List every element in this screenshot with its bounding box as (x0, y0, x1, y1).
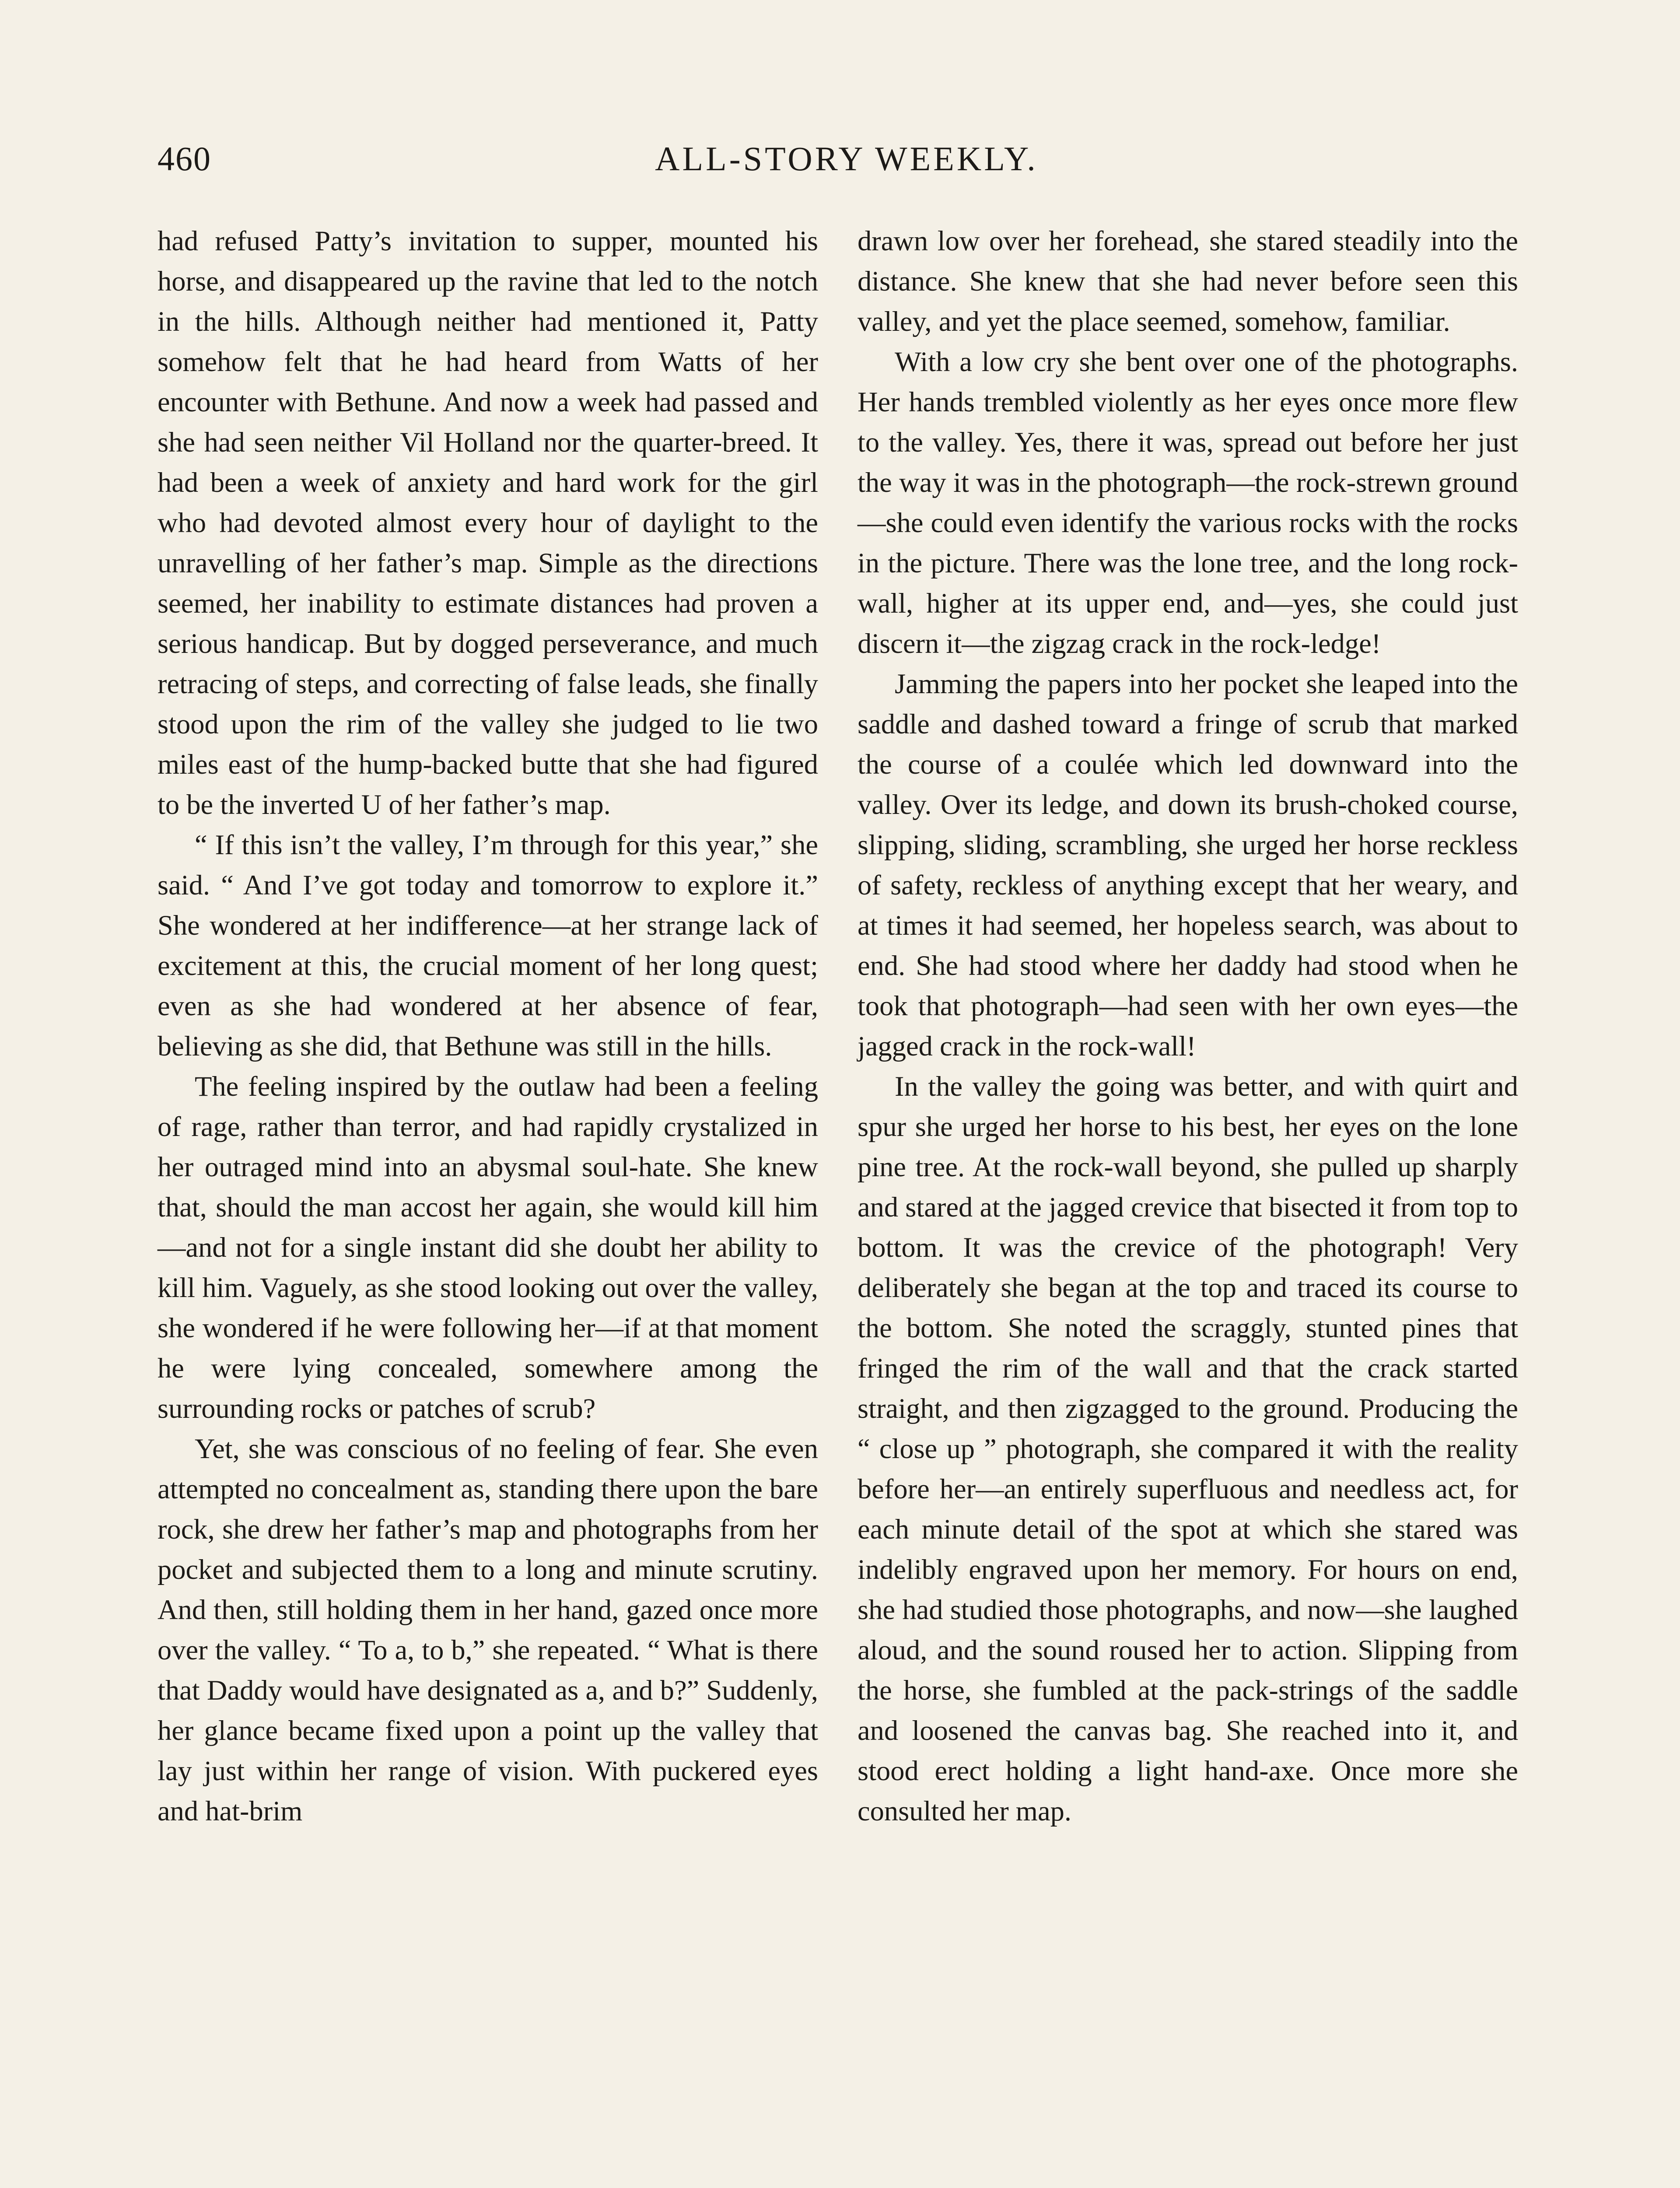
paragraph: drawn low over her forehead, she stared steadily into the distance. She knew that she had never before seen this valley, and yet the place seemed, somehow, familiar. (858, 225, 1518, 337)
paragraph: Yet, she was conscious of no feeling of fear. She even attempted no concealment as, standing there upon the bare rock, she drew her father’s map and photographs from her pocket and subjected them to a long and minute scrutiny. And then, still holding them in her hand, gazed once more over the valley. “ To a, to b,” she repeated. “ What is there that Daddy would have designated as a, and b?” Suddenly, her glance became fixed upon a point up the valley that lay just within her range of vision. With puckered eyes and hat-brim (158, 1433, 818, 1827)
page-number: 460 (158, 140, 211, 178)
right-column (858, 221, 1518, 1831)
paragraph: The feeling inspired by the outlaw had been a feeling of rage, rather than terror, and had rapidly crystalized in her outraged mind into an abysmal soul-hate. She knew that, should the man accost her again, she would kill him—and not for a single instant did she doubt her ability to kill him. Vaguely, as she stood looking out over the valley, she wondered if he were following her—if at that moment he were lying concealed, somewhere among the surrounding rocks or patches of scrub? (158, 1071, 818, 1424)
paragraph: With a low cry she bent over one of the photographs. Her hands trembled violently as her eyes once more flew to the valley. Yes, there it was, spread out before her just the way it was in the photograph—the rock-strewn ground—she could even identify the various rocks with the rocks in the picture. There was the lone tree, and the long rock-wall, higher at its upper end, and—yes, she could just discern it—the zigzag crack in the rock-ledge! (858, 346, 1518, 659)
paragraph: In the valley the going was better, and with quirt and spur she urged her horse to his best, her eyes on the lone pine tree. At the rock-wall beyond, she pulled up sharply and stared at the jagged crevice that bisected it from top to bottom. It was the crevice of the photograph! Very deliberately she began at the top and traced its course to the bottom. She noted the scraggly, stunted pines that fringed the rim of the wall and that the crack started straight, and then zigzagged to the ground. Producing the “ close up ” photograph, she compared it with the reality before her—an entirely superfluous and needless act, for each minute detail of the spot at which she stared was indelibly engraved upon her memory. For hours on end, she had studied those photographs, and now—she laughed aloud, and the sound roused her to action. Slipping from the horse, she fumbled at the pack-strings of the saddle and loosened the canvas bag. She reached into it, and stood erect holding a light hand-axe. Once more she consulted her map. (858, 1071, 1518, 1827)
page-header (158, 139, 1536, 187)
paragraph: had refused Patty’s invitation to supper, mounted his horse, and disappeared up the ravine that led to the notch in the hills. Although neither had mentioned it, Patty somehow felt that he had heard from Watts of her encounter with Bethune. And now a week had passed and she had seen neither Vil Holland nor the quarter-breed. It had been a week of anxiety and hard work for the girl who had devoted almost every hour of daylight to the unravelling of her father’s map. Simple as the directions seemed, her inability to estimate distances had proven a serious handicap. But by dogged perseverance, and much retracing of steps, and correcting of false leads, she finally stood upon the rim of the valley she judged to lie two miles east of the hump-backed butte that she had figured to be the inverted U of her father’s map. (158, 225, 818, 820)
running-title: ALL-STORY WEEKLY. (655, 140, 1038, 178)
paragraph: “ If this isn’t the valley, I’m through for this year,” she said. “ And I’ve got today and tomorrow to explore it.” She wondered at her indifference—at her strange lack of excitement at this, the crucial moment of her long quest; even as she had wondered at her absence of fear, believing as she did, that Bethune was still in the hills. (158, 829, 818, 1062)
paragraph: Jamming the papers into her pocket she leaped into the saddle and dashed toward a fringe of scrub that marked the course of a coulée which led downward into the valley. Over its ledge, and down its brush-choked course, slipping, sliding, scrambling, she urged her horse reckless of safety, reckless of anything except that her weary, and at times it had seemed, her hopeless search, was about to end. She had stood where her daddy had stood when he took that photograph—had seen with her own eyes—the jagged crack in the rock-wall! (858, 668, 1518, 1062)
left-column (158, 221, 818, 1831)
